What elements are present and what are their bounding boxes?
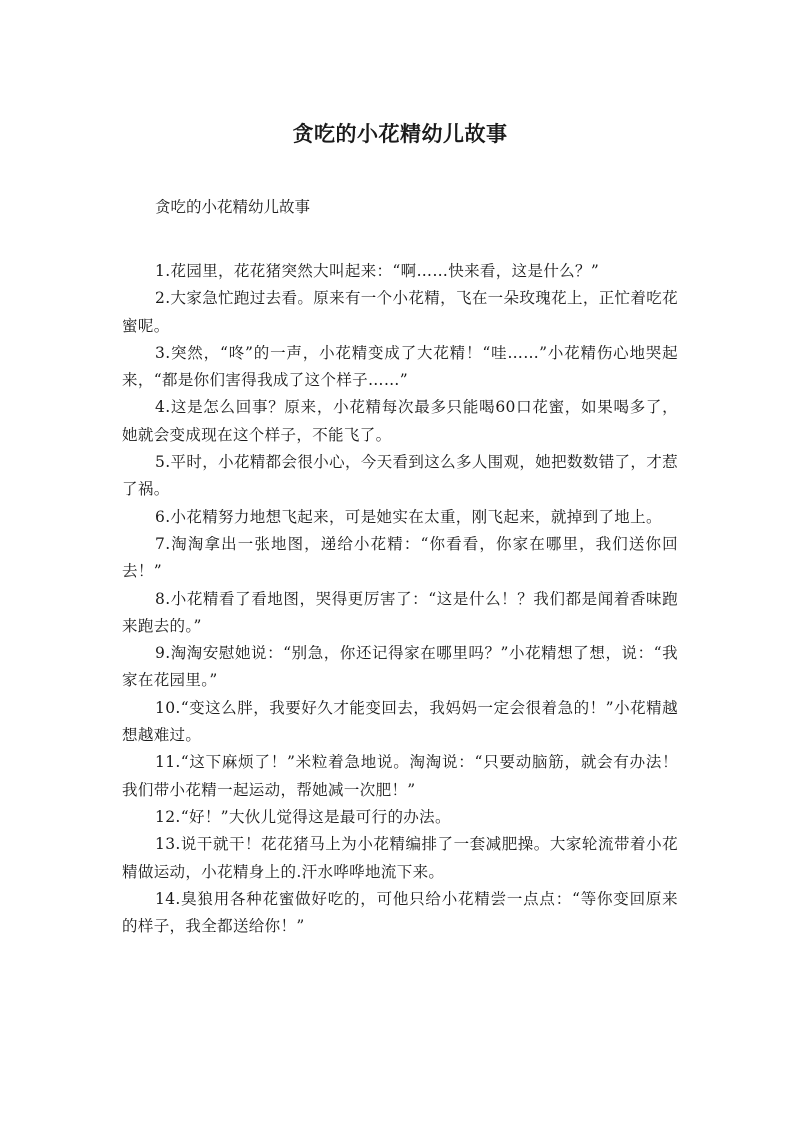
document-subtitle: 贪吃的小花精幼儿故事 bbox=[155, 198, 311, 216]
story-paragraph-10: 10.“变这么胖，我要好久才能变回去，我妈妈一定会很着急的！”小花精越想越难过。 bbox=[122, 698, 678, 745]
story-paragraph-2: 2.大家急忙跑过去看。原来有一个小花精，飞在一朵玫瑰花上，正忙着吃花蜜呢。 bbox=[122, 289, 678, 335]
story-paragraph-13: 13.说干就干！花花猪马上为小花精编排了一套减肥操。大家轮流带着小花精做运动，小花精身上的.汗水哗哗地流下来。 bbox=[122, 835, 678, 881]
story-paragraph-4: 4.这是怎么回事？原来，小花精每次最多只能喝60口花蜜，如果喝多了，她就会变成现在这个样子，不能飞了。 bbox=[122, 398, 678, 444]
story-paragraph-1: 1.花园里，花花猪突然大叫起来：“啊……快来看，这是什么？” bbox=[155, 262, 600, 280]
story-paragraph-8: 8.小花精看了看地图，哭得更厉害了：“这是什么！？我们都是闻着香味跑来跑去的。” bbox=[122, 589, 678, 635]
story-paragraph-14: 14.臭狼用各种花蜜做好吃的，可他只给小花精尝一点点：“等你变回原来的样子，我全都送给你！” bbox=[122, 889, 678, 936]
story-paragraph-6: 6.小花精努力地想飞起来，可是她实在太重，刚飞起来，就掉到了地上。 bbox=[155, 507, 662, 526]
story-paragraph-9: 9.淘淘安慰她说：“别急，你还记得家在哪里吗？”小花精想了想，说：“我家在花园里。” bbox=[122, 644, 678, 690]
story-paragraph-11: 11.“这下麻烦了！”米粒着急地说。淘淘说：“只要动脑筋，就会有办法！我们带小花精一起运动，帮她减一次肥！” bbox=[122, 753, 678, 799]
story-body bbox=[122, 258, 678, 940]
story-paragraph-7: 7.淘淘拿出一张地图，递给小花精：“你看看，你家在哪里，我们送你回去！” bbox=[122, 534, 678, 581]
story-paragraph-5: 5.平时，小花精都会很小心，今天看到这么多人围观，她把数数错了，才惹了祸。 bbox=[122, 453, 678, 499]
story-paragraph-3: 3.突然，“咚”的一声，小花精变成了大花精！“哇……”小花精伤心地哭起来，“都是你们害得我成了这个样子……” bbox=[122, 343, 678, 390]
document-title: 贪吃的小花精幼儿故事 bbox=[292, 122, 508, 146]
story-paragraph-12: 12.“好！”大伙儿觉得这是最可行的办法。 bbox=[155, 807, 451, 826]
